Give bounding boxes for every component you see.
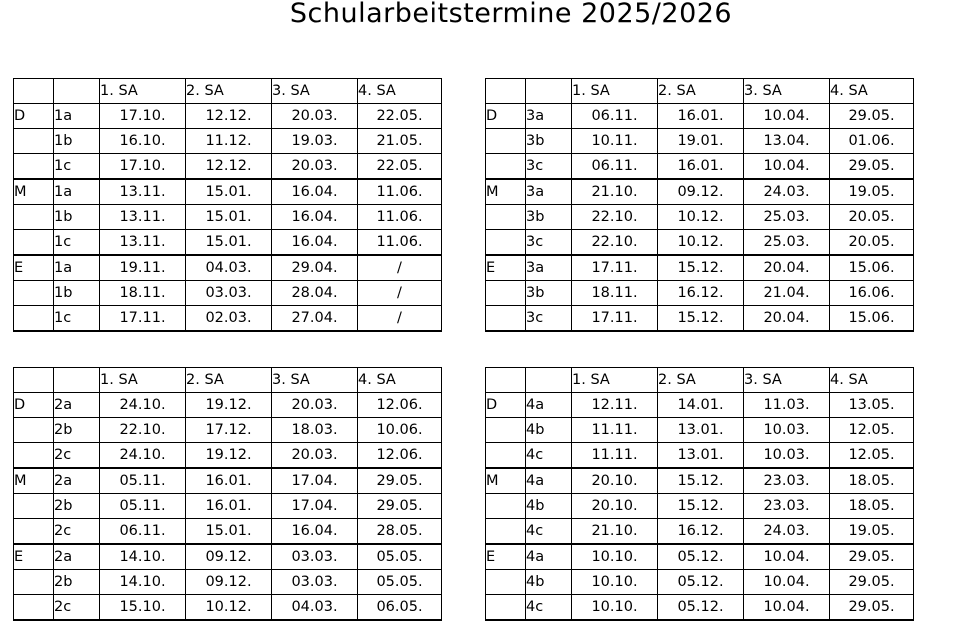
date-cell: 29.05. xyxy=(830,544,914,570)
date-cell: 04.03. xyxy=(186,255,272,281)
header-row xyxy=(14,368,442,393)
date-cell: 17.12. xyxy=(186,418,272,443)
subject-cell xyxy=(14,154,54,180)
date-cell: 24.10. xyxy=(100,443,186,469)
subject-cell xyxy=(486,154,526,180)
subject-cell xyxy=(486,595,526,621)
date-cell: 05.12. xyxy=(658,544,744,570)
schedule-table-grade-3 xyxy=(485,78,914,332)
date-cell: 14.10. xyxy=(100,544,186,570)
subject-cell xyxy=(486,443,526,469)
date-cell: 06.05. xyxy=(358,595,442,621)
class-cell: 4b xyxy=(526,494,572,519)
class-cell: 4a xyxy=(526,468,572,494)
date-cell: 20.05. xyxy=(830,230,914,256)
class-cell: 1b xyxy=(54,205,100,230)
date-cell: 24.03. xyxy=(744,519,830,545)
date-cell: 10.04. xyxy=(744,595,830,621)
class-cell: 1c xyxy=(54,154,100,180)
table-row xyxy=(14,494,442,519)
date-cell: 19.05. xyxy=(830,179,914,205)
subject-cell xyxy=(486,281,526,306)
date-cell: 17.04. xyxy=(272,468,358,494)
date-cell: 17.11. xyxy=(572,255,658,281)
date-cell: 12.12. xyxy=(186,154,272,180)
date-cell: 05.12. xyxy=(658,570,744,595)
table-row xyxy=(14,205,442,230)
table-row xyxy=(14,570,442,595)
class-cell: 2a xyxy=(54,393,100,418)
subject-cell xyxy=(486,306,526,332)
date-cell: 02.03. xyxy=(186,306,272,332)
date-cell: 05.05. xyxy=(358,544,442,570)
date-cell: 29.05. xyxy=(830,154,914,180)
header-empty-class xyxy=(54,79,100,104)
date-cell: 28.04. xyxy=(272,281,358,306)
column-header: 1. SA xyxy=(572,79,658,104)
date-cell: 25.03. xyxy=(744,205,830,230)
date-cell: 16.01. xyxy=(186,468,272,494)
class-cell: 3a xyxy=(526,104,572,129)
date-cell: 06.11. xyxy=(100,519,186,545)
class-cell: 3b xyxy=(526,281,572,306)
table-row xyxy=(486,468,914,494)
date-cell: 22.05. xyxy=(358,104,442,129)
header-empty-subject xyxy=(486,368,526,393)
date-cell: 15.12. xyxy=(658,306,744,332)
date-cell: 17.11. xyxy=(572,306,658,332)
date-cell: 22.10. xyxy=(100,418,186,443)
date-cell: 15.01. xyxy=(186,230,272,256)
date-cell: 16.04. xyxy=(272,205,358,230)
class-cell: 1c xyxy=(54,306,100,332)
column-header: 4. SA xyxy=(358,368,442,393)
date-cell: 13.01. xyxy=(658,418,744,443)
date-cell: 05.12. xyxy=(658,595,744,621)
subject-cell: E xyxy=(486,255,526,281)
class-cell: 4a xyxy=(526,544,572,570)
subject-cell xyxy=(14,570,54,595)
date-cell: 23.03. xyxy=(744,494,830,519)
date-cell: 15.12. xyxy=(658,255,744,281)
date-cell: 15.01. xyxy=(186,205,272,230)
date-cell: 18.05. xyxy=(830,494,914,519)
class-cell: 3a xyxy=(526,179,572,205)
subject-cell: M xyxy=(486,468,526,494)
date-cell: 11.06. xyxy=(358,205,442,230)
subject-cell xyxy=(486,519,526,545)
date-cell: 05.11. xyxy=(100,494,186,519)
date-cell: 10.03. xyxy=(744,443,830,469)
date-cell: 20.03. xyxy=(272,393,358,418)
header-empty-subject xyxy=(14,368,54,393)
column-header: 1. SA xyxy=(100,79,186,104)
date-cell: 16.12. xyxy=(658,281,744,306)
date-cell: 14.10. xyxy=(100,570,186,595)
subject-cell xyxy=(14,494,54,519)
schedule-table-grade-1 xyxy=(13,78,442,332)
date-cell: 18.11. xyxy=(572,281,658,306)
date-cell: 16.01. xyxy=(658,104,744,129)
class-cell: 1b xyxy=(54,281,100,306)
subject-cell: M xyxy=(14,179,54,205)
column-header: 2. SA xyxy=(658,79,744,104)
subject-cell xyxy=(486,494,526,519)
table-row xyxy=(486,129,914,154)
column-header: 1. SA xyxy=(100,368,186,393)
class-cell: 4c xyxy=(526,519,572,545)
date-cell: 12.05. xyxy=(830,418,914,443)
date-cell: 15.01. xyxy=(186,179,272,205)
date-cell: 18.11. xyxy=(100,281,186,306)
date-cell: 19.01. xyxy=(658,129,744,154)
date-cell: 29.05. xyxy=(358,494,442,519)
date-cell: 10.10. xyxy=(572,570,658,595)
date-cell: 10.03. xyxy=(744,418,830,443)
date-cell: 27.04. xyxy=(272,306,358,332)
date-cell: 20.03. xyxy=(272,443,358,469)
date-cell: 15.06. xyxy=(830,306,914,332)
date-cell: 15.12. xyxy=(658,468,744,494)
table-row xyxy=(14,519,442,545)
class-cell: 2a xyxy=(54,544,100,570)
table-row xyxy=(486,393,914,418)
date-cell: 20.10. xyxy=(572,494,658,519)
date-cell: 17.10. xyxy=(100,104,186,129)
table-row xyxy=(486,570,914,595)
date-cell: 20.04. xyxy=(744,255,830,281)
subject-cell: D xyxy=(14,393,54,418)
subject-cell: M xyxy=(14,468,54,494)
date-cell: 12.12. xyxy=(186,104,272,129)
table-row xyxy=(486,306,914,332)
class-cell: 2a xyxy=(54,468,100,494)
class-cell: 2b xyxy=(54,570,100,595)
table-row xyxy=(486,494,914,519)
subject-cell xyxy=(14,519,54,545)
date-cell: 17.11. xyxy=(100,306,186,332)
date-cell: 13.04. xyxy=(744,129,830,154)
date-cell: 19.12. xyxy=(186,443,272,469)
class-cell: 3b xyxy=(526,129,572,154)
table-row xyxy=(486,443,914,469)
subject-cell xyxy=(14,306,54,332)
class-cell: 3c xyxy=(526,230,572,256)
date-cell: 11.11. xyxy=(572,443,658,469)
date-cell: 29.05. xyxy=(358,468,442,494)
date-cell: 13.05. xyxy=(830,393,914,418)
date-cell: 24.03. xyxy=(744,179,830,205)
date-cell: 29.05. xyxy=(830,570,914,595)
date-cell: 17.10. xyxy=(100,154,186,180)
class-cell: 1c xyxy=(54,230,100,256)
date-cell: 21.04. xyxy=(744,281,830,306)
column-header: 3. SA xyxy=(272,79,358,104)
subject-cell xyxy=(14,443,54,469)
date-cell: 21.05. xyxy=(358,129,442,154)
class-cell: 1b xyxy=(54,129,100,154)
subject-cell: E xyxy=(14,544,54,570)
table-row xyxy=(486,154,914,180)
date-cell: 09.12. xyxy=(658,179,744,205)
class-cell: 4a xyxy=(526,393,572,418)
header-empty-subject xyxy=(486,79,526,104)
date-cell: 12.06. xyxy=(358,393,442,418)
table-row xyxy=(486,255,914,281)
date-cell: 15.12. xyxy=(658,494,744,519)
class-cell: 2c xyxy=(54,519,100,545)
date-cell: 11.06. xyxy=(358,230,442,256)
date-cell: 10.04. xyxy=(744,104,830,129)
subject-cell xyxy=(14,230,54,256)
table-row xyxy=(486,104,914,129)
subject-cell xyxy=(486,230,526,256)
date-cell: 22.05. xyxy=(358,154,442,180)
date-cell: 29.05. xyxy=(830,104,914,129)
date-cell: 16.04. xyxy=(272,230,358,256)
table-row xyxy=(486,544,914,570)
date-cell: 29.04. xyxy=(272,255,358,281)
date-cell: 20.03. xyxy=(272,154,358,180)
date-cell: 13.01. xyxy=(658,443,744,469)
subject-cell: D xyxy=(486,104,526,129)
date-cell: 24.10. xyxy=(100,393,186,418)
class-cell: 3b xyxy=(526,205,572,230)
header-empty-class xyxy=(526,79,572,104)
column-header: 2. SA xyxy=(186,79,272,104)
table-row xyxy=(14,230,442,256)
date-cell: 04.03. xyxy=(272,595,358,621)
date-cell: 16.06. xyxy=(830,281,914,306)
class-cell: 1a xyxy=(54,104,100,129)
table-row xyxy=(14,393,442,418)
table-row xyxy=(14,595,442,621)
page-title: Schularbeitstermine 2025/2026 xyxy=(289,0,733,29)
subject-cell xyxy=(486,570,526,595)
table-row xyxy=(14,255,442,281)
header-row xyxy=(14,79,442,104)
date-cell: 19.11. xyxy=(100,255,186,281)
date-cell: 29.05. xyxy=(830,595,914,621)
date-cell: 10.12. xyxy=(658,205,744,230)
column-header: 3. SA xyxy=(744,79,830,104)
date-cell: 23.03. xyxy=(744,468,830,494)
date-cell: 11.06. xyxy=(358,179,442,205)
date-cell: 21.10. xyxy=(572,179,658,205)
date-cell: 12.11. xyxy=(572,393,658,418)
class-cell: 2b xyxy=(54,494,100,519)
date-cell: 19.05. xyxy=(830,519,914,545)
date-cell: 13.11. xyxy=(100,205,186,230)
date-cell: 13.11. xyxy=(100,179,186,205)
date-cell: 19.03. xyxy=(272,129,358,154)
table-row xyxy=(14,129,442,154)
date-cell: 10.11. xyxy=(572,129,658,154)
date-cell: 25.03. xyxy=(744,230,830,256)
date-cell: 01.06. xyxy=(830,129,914,154)
table-row xyxy=(486,595,914,621)
date-cell: 03.03. xyxy=(186,281,272,306)
table-row xyxy=(486,230,914,256)
table-row xyxy=(486,179,914,205)
date-cell: 16.01. xyxy=(658,154,744,180)
date-cell: 28.05. xyxy=(358,519,442,545)
header-empty-class xyxy=(526,368,572,393)
date-cell: 10.04. xyxy=(744,154,830,180)
subject-cell xyxy=(14,129,54,154)
date-cell: 10.04. xyxy=(744,544,830,570)
date-cell: 05.05. xyxy=(358,570,442,595)
date-cell: 15.10. xyxy=(100,595,186,621)
header-row xyxy=(486,368,914,393)
table-row xyxy=(486,205,914,230)
date-cell: 16.04. xyxy=(272,179,358,205)
date-cell: 16.04. xyxy=(272,519,358,545)
class-cell: 2b xyxy=(54,418,100,443)
date-cell: 10.10. xyxy=(572,595,658,621)
table-row xyxy=(14,154,442,180)
header-row xyxy=(486,79,914,104)
class-cell: 3c xyxy=(526,306,572,332)
table-row xyxy=(14,443,442,469)
date-cell: 17.04. xyxy=(272,494,358,519)
date-cell: 15.01. xyxy=(186,519,272,545)
subject-cell xyxy=(14,281,54,306)
date-cell: 10.10. xyxy=(572,544,658,570)
subject-cell: M xyxy=(486,179,526,205)
date-cell: 20.05. xyxy=(830,205,914,230)
date-cell: 22.10. xyxy=(572,205,658,230)
date-cell: 13.11. xyxy=(100,230,186,256)
date-cell: 20.03. xyxy=(272,104,358,129)
class-cell: 4c xyxy=(526,595,572,621)
subject-cell xyxy=(14,418,54,443)
date-cell: 20.10. xyxy=(572,468,658,494)
date-cell: 10.04. xyxy=(744,570,830,595)
table-row xyxy=(14,104,442,129)
date-cell: 22.10. xyxy=(572,230,658,256)
table-row xyxy=(14,544,442,570)
class-cell: 3a xyxy=(526,255,572,281)
subject-cell xyxy=(486,129,526,154)
schedule-table-grade-4 xyxy=(485,367,914,621)
table-row xyxy=(14,179,442,205)
date-cell: / xyxy=(358,255,442,281)
table-row xyxy=(486,281,914,306)
date-cell: 16.12. xyxy=(658,519,744,545)
schedule-table-grade-2 xyxy=(13,367,442,621)
date-cell: 11.03. xyxy=(744,393,830,418)
column-header: 3. SA xyxy=(272,368,358,393)
column-header: 2. SA xyxy=(658,368,744,393)
date-cell: 10.12. xyxy=(658,230,744,256)
date-cell: 12.05. xyxy=(830,443,914,469)
subject-cell xyxy=(14,205,54,230)
table-row xyxy=(14,306,442,332)
table-row xyxy=(14,281,442,306)
date-cell: 05.11. xyxy=(100,468,186,494)
date-cell: 19.12. xyxy=(186,393,272,418)
class-cell: 1a xyxy=(54,179,100,205)
date-cell: 11.12. xyxy=(186,129,272,154)
date-cell: 09.12. xyxy=(186,544,272,570)
class-cell: 3c xyxy=(526,154,572,180)
subject-cell xyxy=(486,418,526,443)
column-header: 2. SA xyxy=(186,368,272,393)
subject-cell: D xyxy=(14,104,54,129)
date-cell: 20.04. xyxy=(744,306,830,332)
column-header: 3. SA xyxy=(744,368,830,393)
date-cell: / xyxy=(358,281,442,306)
subject-cell: E xyxy=(486,544,526,570)
subject-cell: E xyxy=(14,255,54,281)
class-cell: 2c xyxy=(54,443,100,469)
header-empty-class xyxy=(54,368,100,393)
subject-cell xyxy=(486,205,526,230)
column-header: 4. SA xyxy=(358,79,442,104)
table-row xyxy=(14,418,442,443)
date-cell: 06.11. xyxy=(572,104,658,129)
class-cell: 1a xyxy=(54,255,100,281)
date-cell: 03.03. xyxy=(272,570,358,595)
date-cell: 06.11. xyxy=(572,154,658,180)
date-cell: 18.03. xyxy=(272,418,358,443)
date-cell: 03.03. xyxy=(272,544,358,570)
table-row xyxy=(486,418,914,443)
date-cell: 14.01. xyxy=(658,393,744,418)
column-header: 4. SA xyxy=(830,79,914,104)
date-cell: 09.12. xyxy=(186,570,272,595)
date-cell: 18.05. xyxy=(830,468,914,494)
class-cell: 2c xyxy=(54,595,100,621)
table-row xyxy=(14,468,442,494)
class-cell: 4b xyxy=(526,418,572,443)
class-cell: 4b xyxy=(526,570,572,595)
date-cell: 12.06. xyxy=(358,443,442,469)
date-cell: 15.06. xyxy=(830,255,914,281)
date-cell: 11.11. xyxy=(572,418,658,443)
subject-cell: D xyxy=(486,393,526,418)
date-cell: 10.06. xyxy=(358,418,442,443)
column-header: 1. SA xyxy=(572,368,658,393)
date-cell: 10.12. xyxy=(186,595,272,621)
subject-cell xyxy=(14,595,54,621)
date-cell: / xyxy=(358,306,442,332)
class-cell: 4c xyxy=(526,443,572,469)
table-row xyxy=(486,519,914,545)
column-header: 4. SA xyxy=(830,368,914,393)
header-empty-subject xyxy=(14,79,54,104)
date-cell: 16.10. xyxy=(100,129,186,154)
date-cell: 21.10. xyxy=(572,519,658,545)
date-cell: 16.01. xyxy=(186,494,272,519)
